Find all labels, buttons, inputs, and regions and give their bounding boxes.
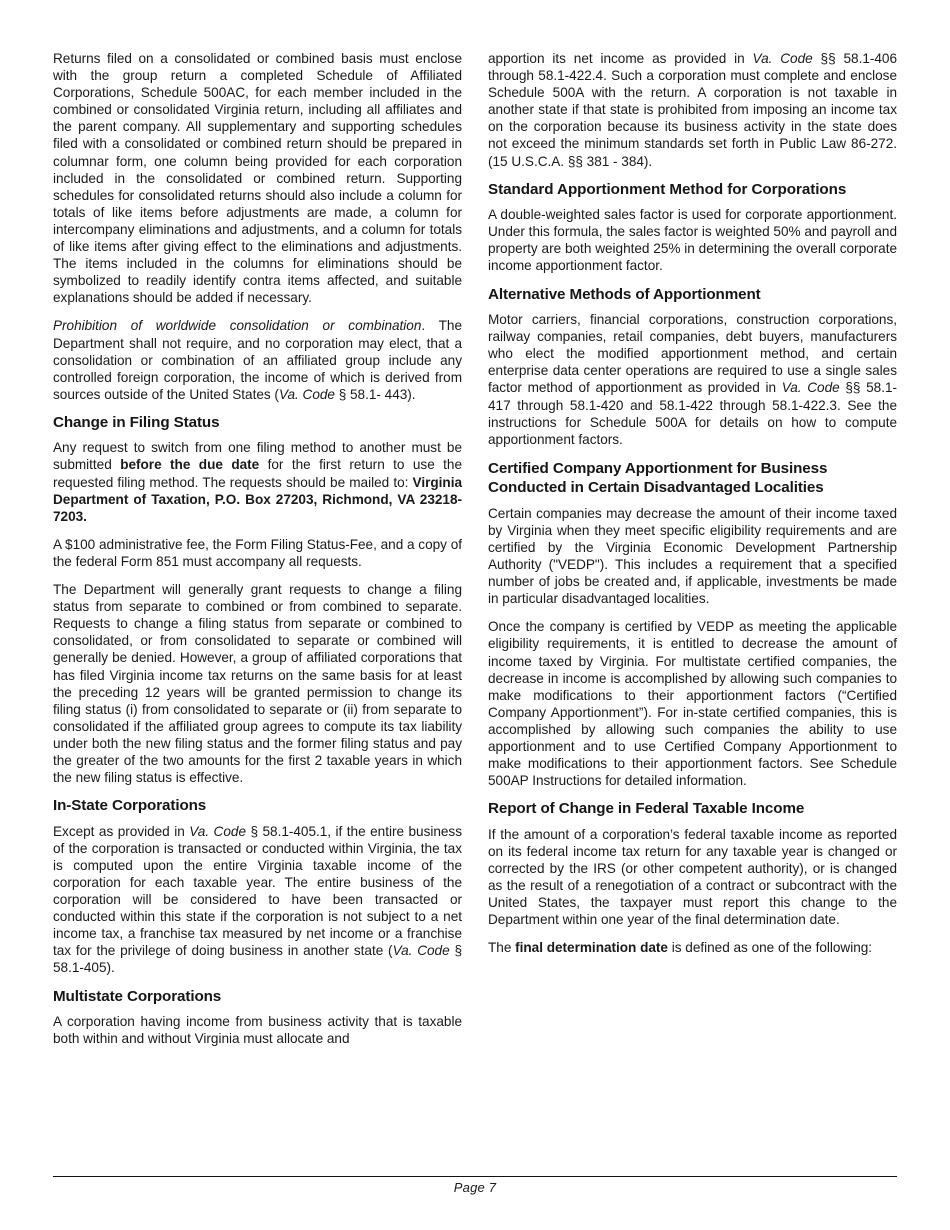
heading-change-in-filing-status: Change in Filing Status <box>53 413 220 431</box>
heading-certified-company-apportionment <box>488 459 897 498</box>
paragraph-switch-filing-method <box>53 439 462 524</box>
paragraph-double-weighted-sales-factor: A double-weighted sales factor is used for corporate apportionment. Under this formula, the sales factor is weighted 50% and payroll and property are both weighted 25% in determining the overall corporate income apportionment factor. <box>488 207 897 274</box>
paragraph-consolidated-returns: Returns filed on a consolidated or combined basis must enclose with the group return a completed Schedule of Affiliated Corporations, Schedule 500AC, for each member included in the combined or consolidated Virginia return, including all affiliates and the parent company. All supplementary and supporting schedules filed with a consolidated or combined return should be prepared in columnar form, one column being provided for each corporation included in the consolidated or combined return. Supporting schedules for consolidated returns should also include a column for totals of like items before adjustments are made, a column for intercompany eliminations and adjustments, and a column for totals of like items after giving effect to the eliminations and adjustments. The items included in the columns for eliminations should be symbolized to readily identify contra items affected, and suitable explanations should be added if necessary. <box>53 51 462 306</box>
left-column <box>53 50 462 1150</box>
bold-mailing-address: Virginia Department of Taxation, P.O. Box 27203, Richmond, VA 23218-7203. <box>53 474 462 524</box>
text-switch-request-lead: Any request to switch from one filing method to another must be submitted <box>53 440 462 473</box>
heading-in-state-corporations: In-State Corporations <box>53 797 207 815</box>
citation-va-code: Va. Code <box>781 380 840 396</box>
citation-section-tail: § 58.1- 443). <box>334 386 416 402</box>
paragraph-once-certified-by-vedp: Once the company is certified by VEDP as meeting the applicable eligibility requirements, it is entitled to decrease the amount of income taxed by Virginia. For multistate certified companies, the decrease in income is accomplished by allowing such companies to make modifications to their apportionment factors (“Certified Company Apportionment”). For in-state certified companies, this is accomplished by allowing such companies the ability to use apportionment and to use Certified Company Apportionment to make modifications to their apportionment factors. See Schedule 500AP Instructions for detailed information. <box>488 619 897 789</box>
paragraph-apportion-net-income <box>488 50 897 170</box>
footer-divider <box>53 1176 897 1177</box>
bold-before-the-due-date: before the due date <box>120 457 260 473</box>
heading-alternative-methods-of-apportionment: Alternative Methods of Apportionment <box>488 285 761 303</box>
heading-line-1: Certified Company Apportionment for Business <box>488 459 828 477</box>
citation-va-code: Va. Code <box>278 386 335 402</box>
text-in-state-body: § 58.1-405.1, if the entire business of the corporation is transacted or conducted within Virginia, the tax is computed upon the entire Virginia taxable income of the corporation for each taxable year. The entire business of the corporation will be considered to have been transacted or conducted within this state if the corporation is not subject to a net income tax, a franchise tax measured by net income or a franchise tax for the privilege of doing business in another state ( <box>53 823 462 959</box>
paragraph-in-state-corporations <box>53 823 462 977</box>
text-apportion-body: §§ 58.1-406 through 58.1-422.4. Such a corporation must complete and enclose Schedule 500A with the return. A corporation is not taxable in another state if that state is prohibited from imposing an income tax on the corporation because its business activity in the state does not exceed the minimum standards set forth in Public Law 86-272.(15 U.S.C.A. §§ 381 - 384). <box>488 51 898 169</box>
citation-va-code: Va. Code <box>752 51 813 66</box>
paragraph-certified-companies-eligibility: Certain companies may decrease the amount of their income taxed by Virginia when they meet specific eligibility requirements and are certified by the Virginia Economic Development Partnership Authority ("VEDP"). This includes a requirement that a specified number of jobs be created and, if applicable, investments be made in particular disadvantaged localities. <box>488 505 897 607</box>
citation-va-code: Va. Code <box>392 943 450 959</box>
heading-report-of-change-federal-taxable-income: Report of Change in Federal Taxable Income <box>488 800 805 818</box>
citation-section-tail: § 58.1-405). <box>53 943 463 976</box>
paragraph-department-grant-requests: The Department will generally grant requests to change a filing status from separate to combined or from combined to separate. Requests to change a filing status from separate or combined to consolidated, or from consolidated to separate or combined will generally be denied. However, a group of affiliated corporations that has filed Virginia income tax returns on the same basis for at least the preceding 12 years will be granted permission to change its filing status (i) from consolidated to separate or (ii) from separate to consolidated if the affiliated group agrees to compute its tax liability under both the new filing status and the former filing status and pay the greater of the two amounts for the first 2 taxable years in which the new filing status is effective. <box>53 582 462 786</box>
heading-standard-apportionment-method: Standard Apportionment Method for Corporations <box>488 180 847 198</box>
text-alternative-lead: Motor carriers, financial corporations, construction corporations, railway companies, retail companies, debt buyers, manufacturers who elect the modified apportionment method, and certain enterprise data center operations are required to use a single sales factor method of apportionment as provided in <box>488 312 897 396</box>
text-the: The <box>488 940 516 956</box>
heading-line-2: Conducted in Certain Disadvantaged Localities <box>488 479 824 497</box>
paragraph-multistate-corporations: A corporation having income from business activity that is taxable both within and without Virginia must allocate and <box>53 1014 462 1047</box>
page-number-footer: Page 7 <box>453 1180 497 1195</box>
text-apportion-lead: apportion its net income as provided in <box>488 51 753 66</box>
citation-va-code: Va. Code <box>189 823 246 839</box>
bold-final-determination-date: final determination date <box>515 940 668 956</box>
paragraph-prohibition-rest: . The Department shall not require, and no corporation may elect, that a consolidation or combination of an affiliated group include any controlled foreign corporation, the income of which is derived from sources outside of the United States ( <box>53 318 462 402</box>
paragraph-prohibition-worldwide <box>53 317 462 402</box>
right-column <box>488 50 897 1150</box>
two-column-body <box>53 50 897 1150</box>
italic-lead-prohibition: Prohibition of worldwide consolidation or combination <box>53 318 422 334</box>
text-mail-request: for the first return to use the requested filing method. The requests should be mailed to: <box>53 457 462 490</box>
paragraph-alternative-methods <box>488 311 897 448</box>
heading-multistate-corporations: Multistate Corporations <box>53 987 222 1005</box>
paragraph-administrative-fee: A $100 administrative fee, the Form Filing Status-Fee, and a copy of the federal Form 851 must accompany all requests. <box>53 536 462 569</box>
text-alternative-body: §§ 58.1-417 through 58.1-420 and 58.1-422 through 58.1-422.3. See the instructions for Schedule 500A for details on how to compute apportionment factors. <box>488 380 897 447</box>
paragraph-final-determination-date <box>488 939 897 956</box>
text-except-as-provided: Except as provided in <box>53 823 190 839</box>
text-defined-as-following: is defined as one of the following: <box>667 940 873 956</box>
paragraph-federal-taxable-income-change: If the amount of a corporation’s federal taxable income as reported on its federal income tax return for any taxable year is changed or corrected by the IRS (or other competent authority), or is changed as the result of a renegotiation of a contract or subcontract with the United States, the taxpayer must report this change to the Department within one year of the final determination date. <box>488 826 897 928</box>
